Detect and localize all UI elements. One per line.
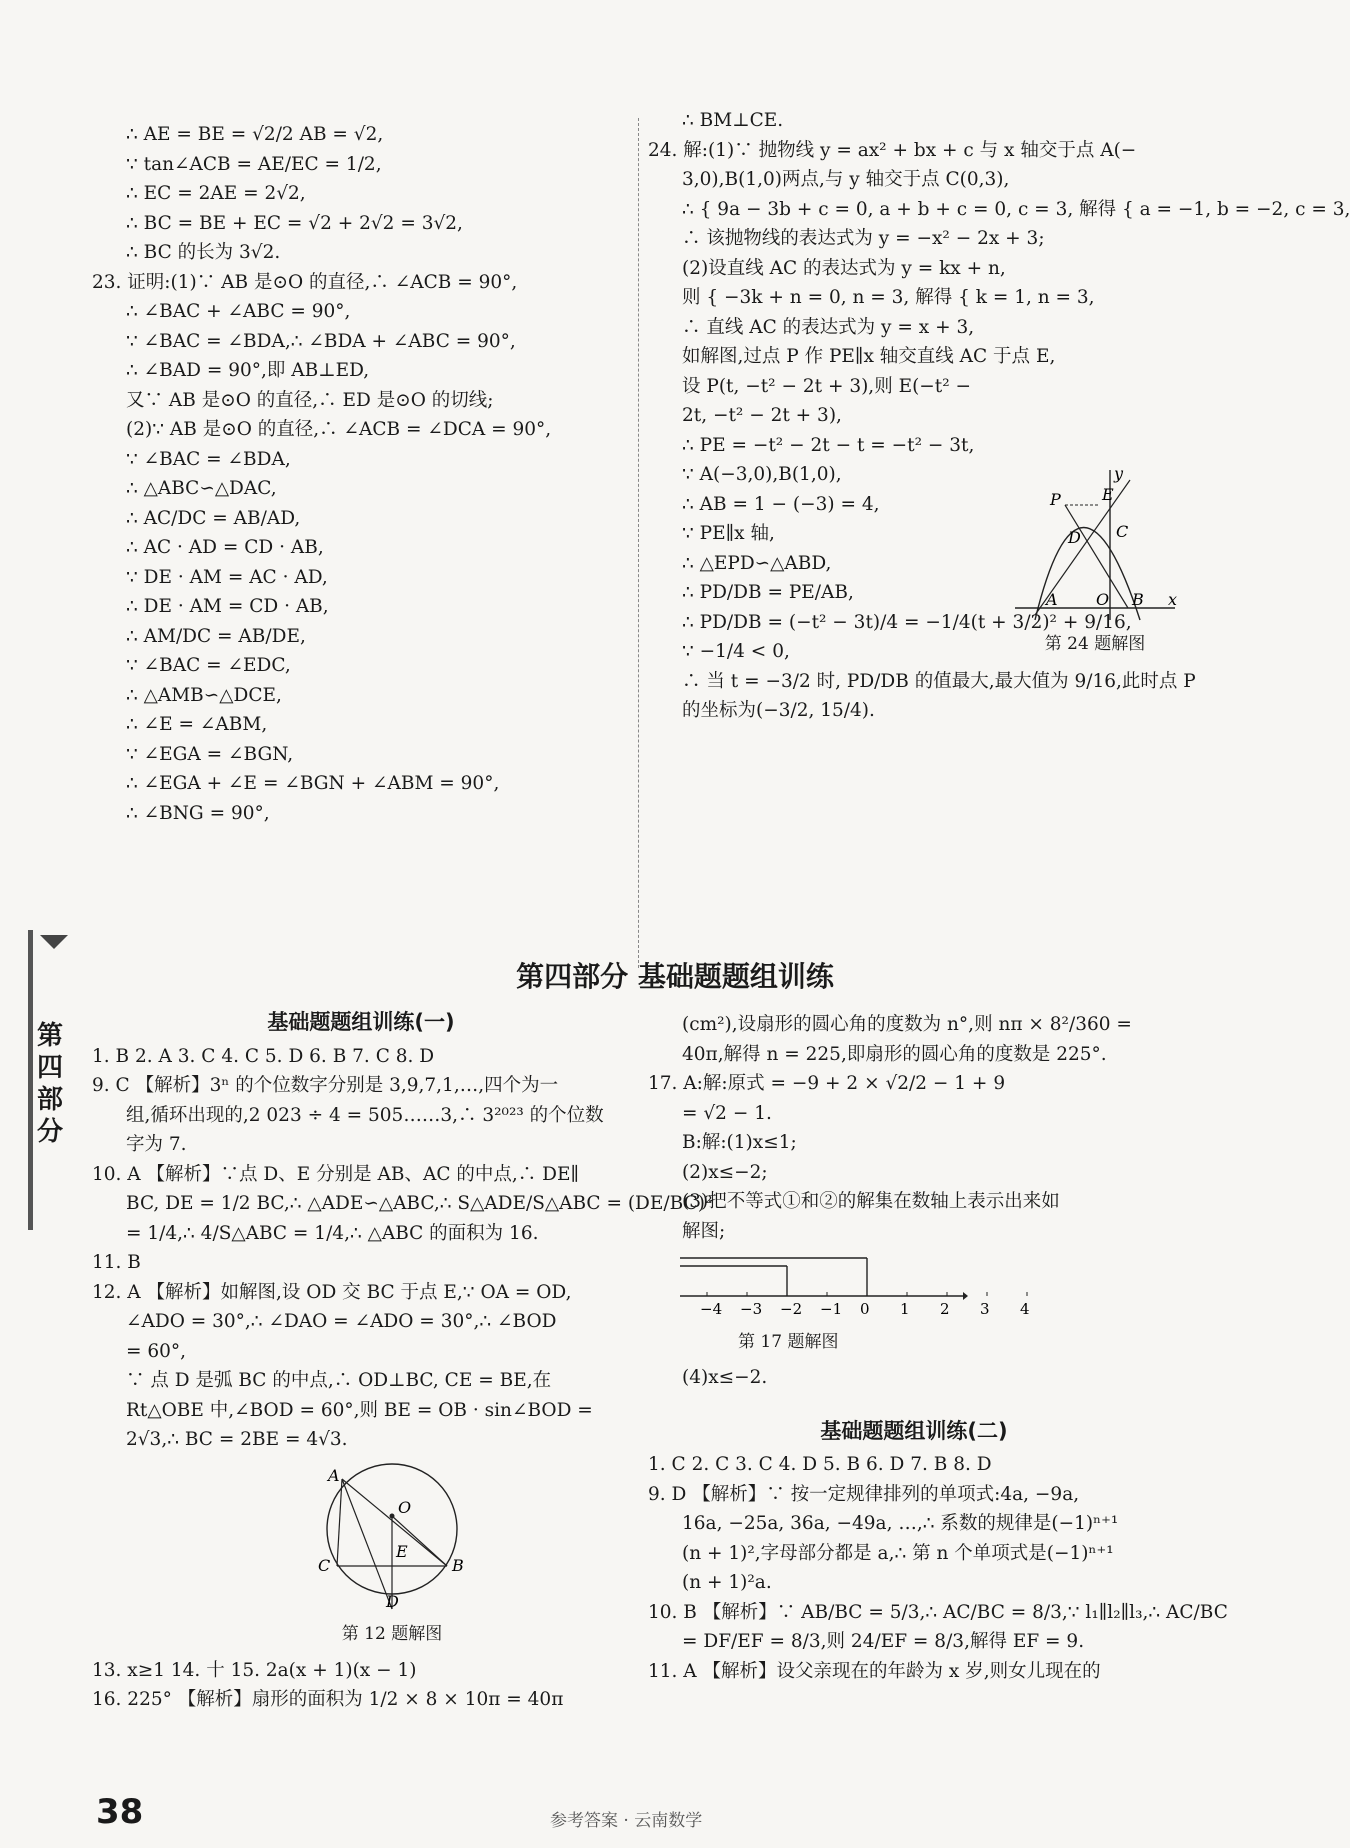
text-line: ∴ 该抛物线的表达式为 y = −x² − 2x + 3; bbox=[682, 228, 1045, 249]
label-e: E bbox=[1102, 485, 1114, 504]
text-line: ∵ 点 D 是弧 BC 的中点,∴ OD⊥BC, CE = BE,在 bbox=[126, 1370, 552, 1391]
label-a: A bbox=[1046, 590, 1058, 609]
number-line-tick-label: −1 bbox=[820, 1300, 843, 1318]
text-line: (2)设直线 AC 的表达式为 y = kx + n, bbox=[682, 257, 1006, 279]
text-line: ∵ DE · AM = AC · AD, bbox=[126, 566, 328, 588]
figure-24 bbox=[1010, 465, 1180, 655]
text-line: 11. B bbox=[92, 1252, 141, 1273]
label-d: D bbox=[1068, 528, 1081, 547]
text-line: 字为 7. bbox=[126, 1134, 187, 1155]
figure-17 bbox=[668, 1246, 1030, 1357]
text-line: ∴ ∠BNG = 90°, bbox=[126, 802, 270, 824]
number-line-tick-label: 1 bbox=[900, 1300, 910, 1318]
text-line: 3,0),B(1,0)两点,与 y 轴交于点 C(0,3), bbox=[682, 169, 1010, 190]
line-ab bbox=[342, 1479, 447, 1566]
number-line-tick-label: −4 bbox=[700, 1300, 723, 1318]
figure-24-caption: 第 24 题解图 bbox=[1044, 634, 1146, 654]
text-line: ∴ PD/DB = PE/AB, bbox=[682, 582, 854, 603]
text-line: 2√3,∴ BC = 2BE = 4√3. bbox=[126, 1429, 348, 1450]
text-line: ∴ △AMB∽△DCE, bbox=[126, 684, 282, 706]
text-line: 16a, −25a, 36a, −49a, …,∴ 系数的规律是(−1)ⁿ⁺¹ bbox=[682, 1513, 1119, 1534]
text-line: 40π,解得 n = 225,即扇形的圆心角的度数是 225°. bbox=[682, 1043, 1107, 1065]
text-line: 9. C 【解析】3ⁿ 的个位数字分别是 3,9,7,1,…,四个为一 bbox=[92, 1075, 559, 1096]
text-line: ∵ A(−3,0),B(1,0), bbox=[682, 464, 842, 485]
text-line: ∴ AB = 1 − (−3) = 4, bbox=[682, 493, 880, 515]
text-line: (4)x≤−2. bbox=[682, 1367, 768, 1388]
figure-12-diagram bbox=[292, 1461, 492, 1611]
text-line: 16. 225° 【解析】扇形的面积为 1/2 × 8 × 10π = 40π bbox=[92, 1689, 564, 1710]
text-line: (2)∵ AB 是⊙O 的直径,∴ ∠ACB = ∠DCA = 90°, bbox=[126, 419, 552, 440]
right-after-figure-17 bbox=[648, 1363, 1180, 1393]
label-o: O bbox=[1096, 590, 1110, 609]
text-line: ∴ 当 t = −3/2 时, PD/DB 的值最大,最大值为 9/16,此时点 P bbox=[682, 670, 1196, 692]
text-line: BC, DE = 1/2 BC,∴ △ADE∽△ABC,∴ S△ADE/S△ABC = (DE/BC)² bbox=[126, 1193, 713, 1214]
text-line: ∵ −1/4 < 0, bbox=[682, 641, 790, 662]
sidebar-tab-char: 第 bbox=[36, 1021, 63, 1051]
footer-text: 参考答案 · 云南数学 bbox=[550, 1811, 703, 1831]
label-x: x bbox=[1168, 590, 1178, 609]
text-line: 的坐标为(−3/2, 15/4). bbox=[682, 700, 875, 721]
text-line: ∴ PE = −t² − 2t − t = −t² − 3t, bbox=[682, 434, 975, 456]
left-column bbox=[92, 120, 630, 828]
text-line: 解图; bbox=[682, 1220, 726, 1242]
section-1-after-figure bbox=[92, 1656, 630, 1715]
text-line: ∴ ∠BAD = 90°,即 AB⊥ED, bbox=[126, 360, 370, 381]
text-line: 组,循环出现的,2 023 ÷ 4 = 505……3,∴ 3²⁰²³ 的个位数 bbox=[126, 1104, 604, 1126]
section-1 bbox=[92, 1002, 713, 1715]
text-line: ∴ 直线 AC 的表达式为 y = x + 3, bbox=[682, 316, 975, 338]
label-b: B bbox=[452, 1555, 464, 1575]
text-line: (cm²),设扇形的圆心角的度数为 n°,则 nπ × 8²/360 = bbox=[682, 1014, 1132, 1035]
text-line: 则 { −3k + n = 0, n = 3, 解得 { k = 1, n = 3, bbox=[682, 287, 1095, 308]
text-line: ∵ PE∥x 轴, bbox=[682, 523, 775, 544]
text-line: 10. A 【解析】∵点 D、E 分别是 AB、AC 的中点,∴ DE∥ bbox=[92, 1163, 580, 1185]
text-line: ∵ ∠BAC = ∠EDC, bbox=[126, 655, 291, 676]
number-line-tick-label: 4 bbox=[1020, 1300, 1030, 1318]
text-line: 12. A 【解析】如解图,设 OD 交 BC 于点 E,∵ OA = OD, bbox=[92, 1281, 572, 1303]
figure-17-caption: 第 17 题解图 bbox=[738, 1331, 839, 1352]
number-line-tick-label: −3 bbox=[740, 1300, 763, 1318]
sidebar-tab[interactable] bbox=[30, 1020, 70, 1148]
text-line: ∴ AC/DC = AB/AD, bbox=[126, 507, 301, 529]
label-e: E bbox=[396, 1541, 408, 1561]
text-line: = 60°, bbox=[126, 1340, 187, 1362]
number-line-arrow-icon bbox=[963, 1292, 968, 1300]
text-line: ∴ ∠E = ∠ABM, bbox=[126, 714, 268, 735]
text-line: ∵ tan∠ACB = AE/EC = 1/2, bbox=[126, 153, 382, 175]
number-line-tick-label: −2 bbox=[780, 1300, 803, 1318]
text-line: (2)x≤−2; bbox=[682, 1161, 768, 1183]
label-c: C bbox=[318, 1555, 331, 1575]
text-line: ∴ ∠EGA + ∠E = ∠BGN + ∠ABM = 90°, bbox=[126, 773, 500, 794]
text-line: 9. D 【解析】∵ 按一定规律排列的单项式:4a, −9a, bbox=[648, 1483, 1080, 1505]
text-line: 1. B 2. A 3. C 4. C 5. D 6. B 7. C 8. D bbox=[92, 1045, 435, 1067]
text-line: ∵ ∠EGA = ∠BGN, bbox=[126, 743, 294, 765]
text-line: ∴ BM⊥CE. bbox=[682, 110, 784, 131]
text-line: ∴ BC 的长为 3√2. bbox=[126, 242, 281, 263]
text-line: (n + 1)²a. bbox=[682, 1572, 772, 1593]
label-y: y bbox=[1114, 464, 1124, 483]
section-1-lines bbox=[92, 1042, 713, 1455]
point-o bbox=[390, 1513, 395, 1518]
label-c: C bbox=[1116, 522, 1129, 541]
sidebar-tab-char: 部 bbox=[36, 1085, 63, 1115]
text-line: 17. A:解:原式 = −9 + 2 × √2/2 − 1 + 9 bbox=[648, 1073, 1006, 1094]
text-line: 24. 解:(1)∵ 抛物线 y = ax² + bx + c 与 x 轴交于点 A(− bbox=[648, 139, 1137, 161]
sidebar-tab-char: 四 bbox=[36, 1053, 63, 1083]
text-line: 如解图,过点 P 作 PE∥x 轴交直线 AC 于点 E, bbox=[682, 346, 1056, 367]
text-line: 又∵ AB 是⊙O 的直径,∴ ED 是⊙O 的切线; bbox=[126, 389, 494, 411]
text-line: (n + 1)²,字母部分都是 a,∴ 第 n 个单项式是(−1)ⁿ⁺¹ bbox=[682, 1542, 1114, 1564]
text-line: ∵ ∠BAC = ∠BDA,∴ ∠BDA + ∠ABC = 90°, bbox=[126, 330, 516, 352]
text-line: = √2 − 1. bbox=[682, 1102, 772, 1124]
sidebar-tab-char: 分 bbox=[36, 1117, 63, 1147]
text-line: ∴ AM/DC = AB/DE, bbox=[126, 625, 306, 647]
figure-12-caption: 第 12 题解图 bbox=[341, 1624, 443, 1644]
label-b: B bbox=[1132, 590, 1144, 609]
text-line: ∵ ∠BAC = ∠BDA, bbox=[126, 448, 291, 470]
text-line: 1. C 2. C 3. C 4. D 5. B 6. D 7. B 8. D bbox=[648, 1454, 992, 1475]
text-line: ∴ DE · AM = CD · AB, bbox=[126, 596, 329, 617]
number-line-tick-label: 0 bbox=[860, 1300, 870, 1318]
label-o: O bbox=[398, 1497, 412, 1517]
text-line: 23. 证明:(1)∵ AB 是⊙O 的直径,∴ ∠ACB = 90°, bbox=[92, 271, 518, 293]
text-line: 11. A 【解析】设父亲现在的年龄为 x 岁,则女儿现在的 bbox=[648, 1660, 1101, 1682]
label-d: D bbox=[386, 1591, 399, 1611]
part-title: 第四部分 基础题题组训练 bbox=[516, 960, 834, 993]
text-line: ∴ △ABC∽△DAC, bbox=[126, 478, 277, 499]
text-line: ∴ BC = BE + EC = √2 + 2√2 = 3√2, bbox=[126, 212, 463, 234]
text-line: ∴ { 9a − 3b + c = 0, a + b + c = 0, c = 3, 解得 { a = −1, b = −2, c = 3, bbox=[682, 198, 1350, 220]
section-2-title: 基础题题组训练(二) bbox=[820, 1418, 1008, 1443]
right-lower-column bbox=[648, 1010, 1228, 1686]
text-line: ∠ADO = 30°,∴ ∠DAO = ∠ADO = 30°,∴ ∠BOD bbox=[126, 1311, 557, 1332]
page-number: 38 bbox=[96, 1792, 144, 1832]
label-a: A bbox=[328, 1465, 340, 1485]
text-line: B:解:(1)x≤1; bbox=[682, 1132, 797, 1153]
text-line: 10. B 【解析】∵ AB/BC = 5/3,∴ AC/BC = 8/3,∵ l₁∥l₂∥l₃,∴ AC/BC bbox=[648, 1601, 1228, 1623]
text-line: 13. x≥1 14. 十 15. 2a(x + 1)(x − 1) bbox=[92, 1659, 417, 1681]
figure-12 bbox=[292, 1461, 492, 1650]
text-line: ∴ AC · AD = CD · AB, bbox=[126, 537, 324, 558]
text-line: ∴ EC = 2AE = 2√2, bbox=[126, 183, 306, 204]
text-line: = 1/4,∴ 4/S△ABC = 1/4,∴ △ABC 的面积为 16. bbox=[126, 1222, 539, 1244]
label-p: P bbox=[1050, 490, 1061, 509]
right-lower-lines bbox=[648, 1010, 1180, 1246]
column-divider bbox=[638, 118, 639, 968]
text-line: ∴ ∠BAC + ∠ABC = 90°, bbox=[126, 301, 351, 322]
text-line: ∴ AE = BE = √2/2 AB = √2, bbox=[126, 124, 384, 145]
figure-24-diagram bbox=[1010, 465, 1180, 625]
text-line: = DF/EF = 8/3,则 24/EF = 8/3,解得 EF = 9. bbox=[682, 1631, 1085, 1652]
section-2-lines bbox=[648, 1450, 1228, 1686]
text-line: (3)把不等式①和②的解集在数轴上表示出来如 bbox=[682, 1191, 1060, 1212]
text-line: ∴ PD/DB = (−t² − 3t)/4 = −1/4(t + 3/2)² + 9/16, bbox=[682, 611, 1132, 633]
number-line-tick-label: 2 bbox=[940, 1300, 950, 1318]
number-line-tick-label: 3 bbox=[980, 1300, 990, 1318]
text-line: 设 P(t, −t² − 2t + 3),则 E(−t² − bbox=[682, 375, 972, 397]
section-1-title: 基础题题组训练(一) bbox=[267, 1010, 455, 1034]
figure-17-number-line bbox=[668, 1246, 1030, 1318]
text-line: ∴ △EPD∽△ABD, bbox=[682, 552, 832, 574]
text-line: 2t, −t² − 2t + 3), bbox=[682, 405, 842, 426]
text-line: Rt△OBE 中,∠BOD = 60°,则 BE = OB · sin∠BOD = bbox=[126, 1399, 593, 1421]
